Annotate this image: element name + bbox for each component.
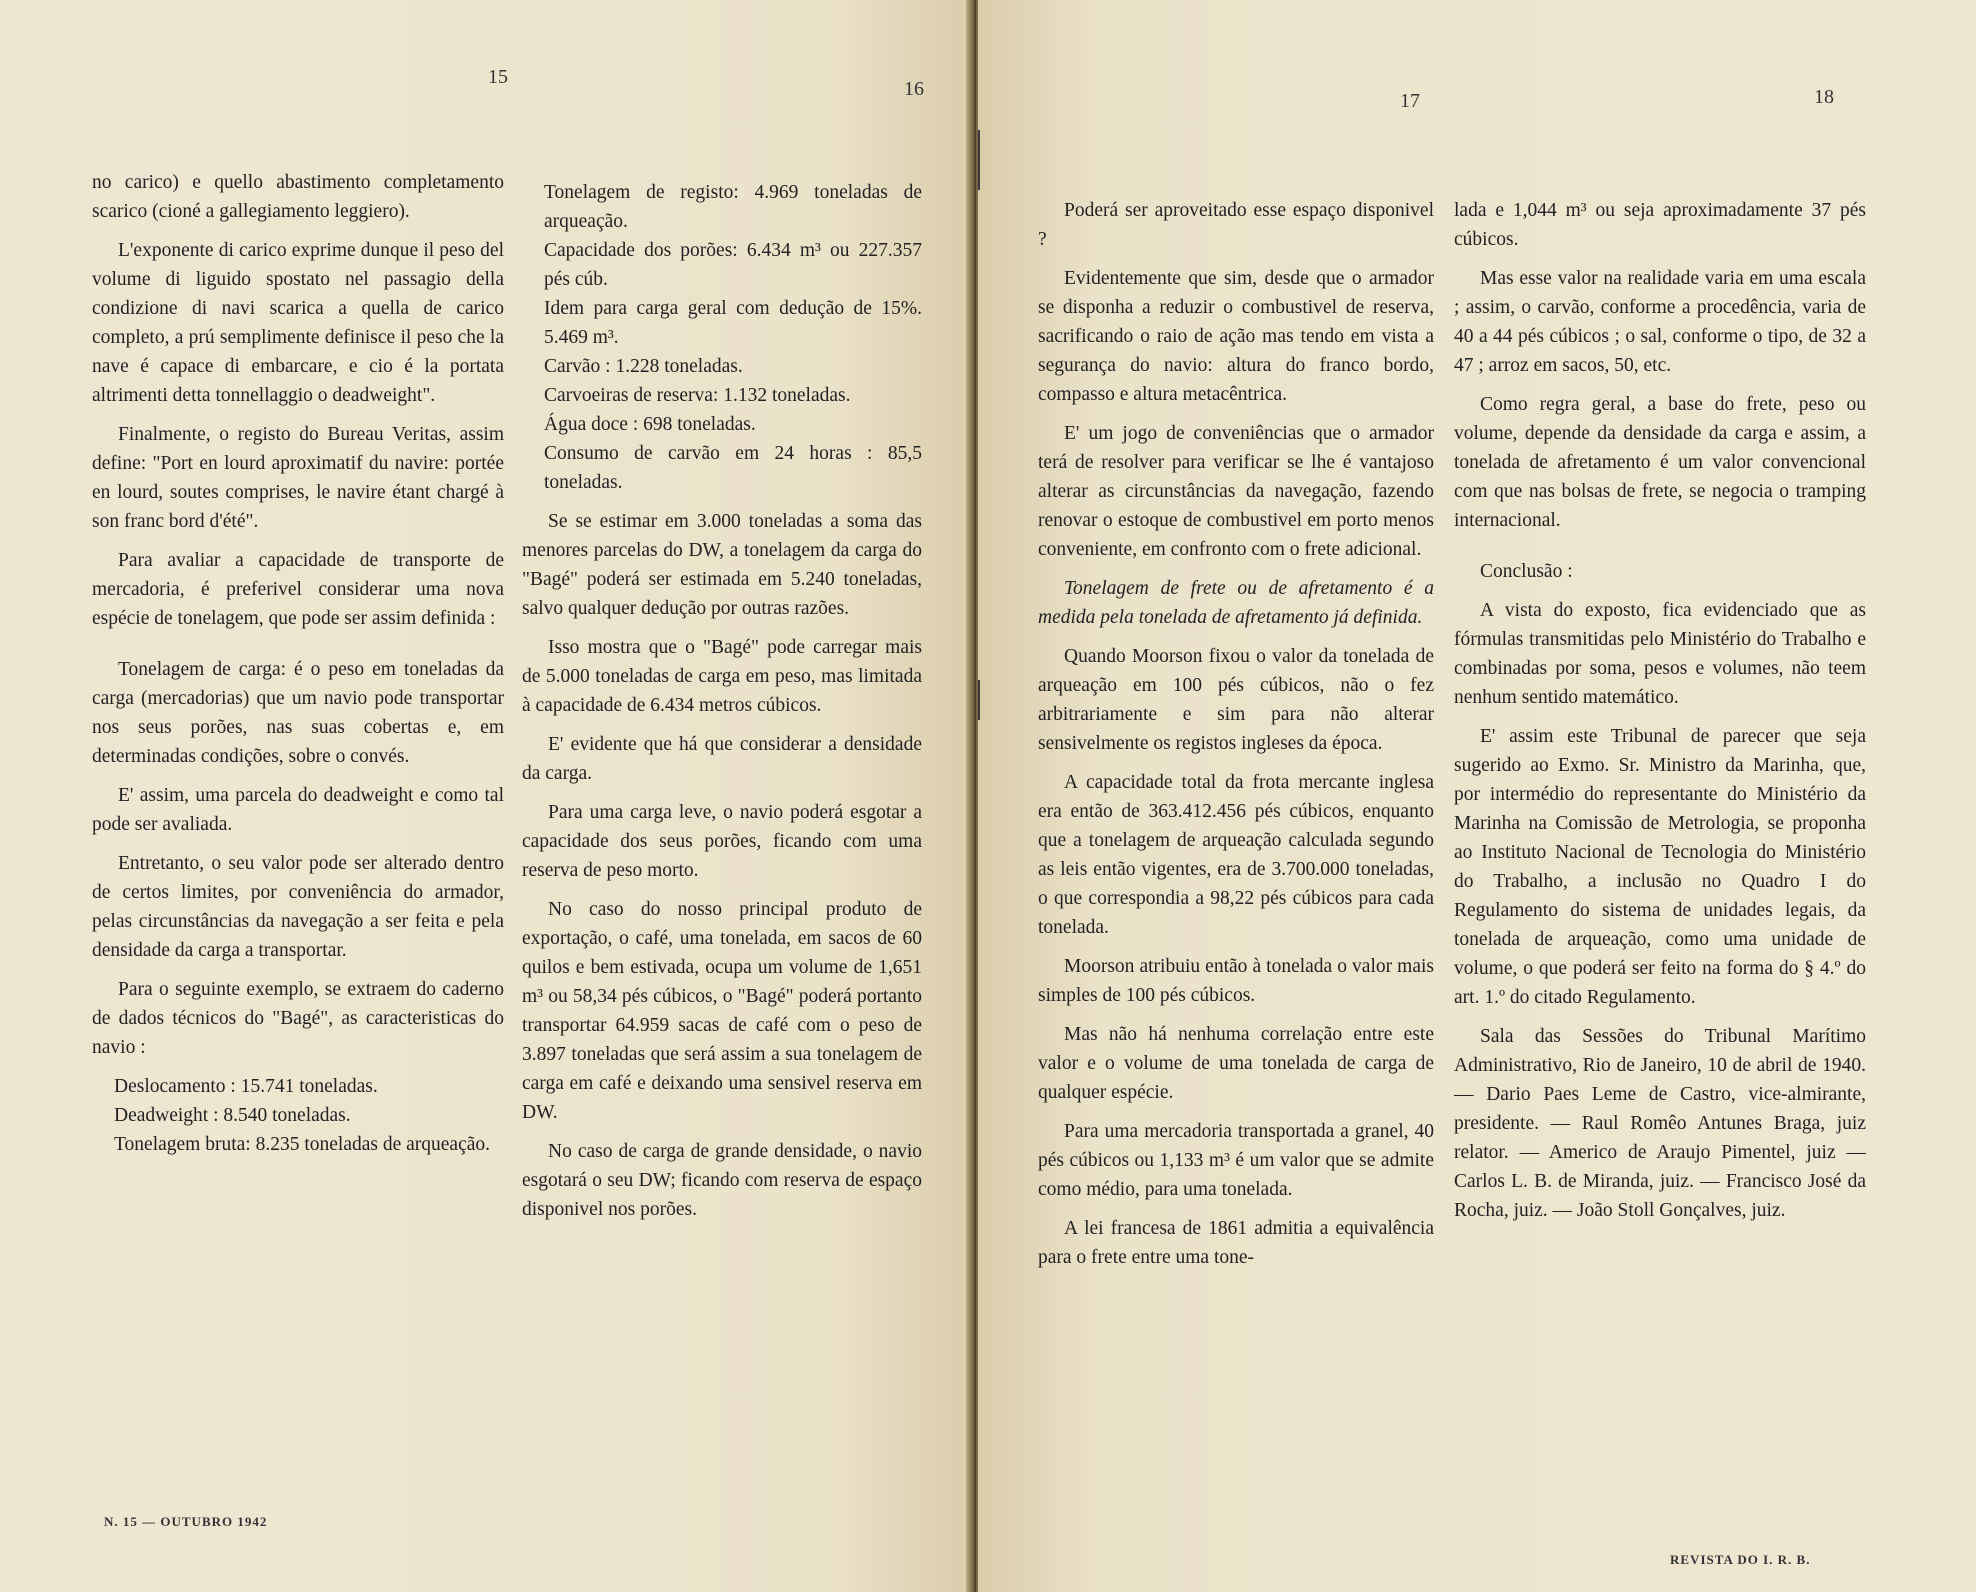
spec-line: Carvoeiras de reserva: 1.132 toneladas. bbox=[544, 385, 851, 406]
paragraph: Se se estimar em 3.000 toneladas a soma das menores parcelas do DW, a tonelagem da carga do "Bagé" poderá ser estimada em 5.240 toneladas, salvo qualquer dedução por outras razões. bbox=[522, 511, 922, 619]
paragraph: Mas esse valor na realidade varia em uma escala ; assim, o carvão, conforme a procedência, varia de 40 a 44 pés cúbicos ; o sal, conforme o tipo, de 32 a 47 ; arroz em sacos, 50, etc. bbox=[1454, 268, 1866, 376]
page-number-17: 17 bbox=[1400, 90, 1420, 112]
paragraph: Mas não há nenhuma correlação entre este valor e o volume de uma tonelada de carga de qualquer espécie. bbox=[1038, 1024, 1434, 1103]
paragraph: Para uma mercadoria transportada a granel, 40 pés cúbicos ou 1,133 m³ é um valor que se admite como médio, para uma tonelada. bbox=[1038, 1121, 1434, 1200]
paragraph: Como regra geral, a base do frete, peso ou volume, depende da densidade da carga e assim, a tonelada de afretamento é um valor convencional com que nas bolsas de frete, se negocia o tramping internacional. bbox=[1454, 394, 1866, 531]
paragraph: A vista do exposto, fica evidenciado que as fórmulas transmitidas pelo Ministério do Trabalho e combinadas por soma, pesos e volumes, não teem nenhum sentido matemático. bbox=[1454, 600, 1866, 708]
spec-line: Carvão : 1.228 toneladas. bbox=[544, 356, 743, 377]
paragraph: E' assim, uma parcela do deadweight e como tal pode ser avaliada. bbox=[92, 785, 504, 835]
spec-line: Consumo de carvão em 24 horas : 85,5 toneladas. bbox=[544, 443, 922, 493]
page-number-18: 18 bbox=[1814, 86, 1834, 108]
spec-line: Água doce : 698 toneladas. bbox=[544, 414, 756, 435]
left-page bbox=[0, 0, 974, 1592]
paragraph: Quando Moorson fixou o valor da tonelada de arqueação em 100 pés cúbicos, não o fez arbitrariamente e sim para não alterar sensivelmente os registos ingleses da época. bbox=[1038, 646, 1434, 754]
spec-line: Tonelagem de registo: 4.969 toneladas de arqueação. bbox=[544, 182, 922, 232]
paragraph: Finalmente, o registo do Bureau Veritas, assim define: "Port en lourd aproximatif du navire: portée en lourd, soutes comprises, le navire étant chargé à son franc bord d'été". bbox=[92, 424, 504, 532]
paragraph: Poderá ser aproveitado esse espaço disponivel ? bbox=[1038, 200, 1434, 250]
paragraph: Tonelagem de frete ou de afretamento é a medida pela tonelada de afretamento já definida. bbox=[1038, 578, 1434, 628]
page-edge-mark bbox=[978, 680, 980, 720]
section-heading: Conclusão : bbox=[1480, 561, 1573, 582]
spec-line: Deslocamento : 15.741 toneladas. bbox=[114, 1076, 378, 1097]
paragraph: Evidentemente que sim, desde que o armador se disponha a reduzir o combustivel de reserva, sacrificando o raio de ação mas tendo em vista a segurança do navio: altura do franco bordo, compasso e altura metacêntrica. bbox=[1038, 268, 1434, 405]
column-page-15 bbox=[92, 168, 504, 1159]
paragraph: Sala das Sessões do Tribunal Marítimo Administrativo, Rio de Janeiro, 10 de abril de 1940. — Dario Paes Leme de Castro, vice-almirante, presidente. — Raul Romêo Antunes Braga, juiz relator. — Americo de Araujo Pimentel, juiz — Carlos L. B. de Miranda, juiz. — Francisco José da Rocha, juiz. — João Stoll Gonçalves, juiz. bbox=[1454, 1026, 1866, 1221]
paragraph: A lei francesa de 1861 admitia a equivalência para o frete entre uma tone- bbox=[1038, 1218, 1434, 1268]
paragraph: E' assim este Tribunal de parecer que seja sugerido ao Exmo. Sr. Ministro da Marinha, que, por intermédio do representante do Ministério da Marinha na Comissão de Metrologia, se proponha ao Instituto Nacional de Tecnologia do Ministério do Trabalho, a inclusão no Quadro I do Regulamento do sistema de unidades legais, da tonelada de arqueação, como uma unidade de volume, o que poderá ser feito na forma do § 4.º do art. 1.º do citado Regulamento. bbox=[1454, 726, 1866, 1008]
paragraph: lada e 1,044 m³ ou seja aproximadamente 37 pés cúbicos. bbox=[1454, 200, 1866, 250]
column-page-18 bbox=[1454, 196, 1866, 1235]
paragraph: L'exponente di carico exprime dunque il peso del volume di liguido spostato nel passagio della condizione di navi scarica a quella de carico completo, a prú semplimente definisce il peso che la nave é capace di embarcare, e cio é la portata altrimenti detta tonnellaggio o deadweight". bbox=[92, 240, 504, 406]
paragraph: No caso do nosso principal produto de exportação, o café, uma tonelada, em sacos de 60 quilos e bem estivada, ocupa um volume de 1,651 m³ ou 58,34 pés cúbicos, o "Bagé" poderá portanto transportar 64.959 sacas de café com o peso de 3.897 toneladas que será assim a sua tonelagem de carga em café e deixando uma sensivel reserva em DW. bbox=[522, 899, 922, 1123]
paragraph: Para avaliar a capacidade de transporte de mercadoria, é preferivel considerar uma nova espécie de tonelagem, que pode ser assim definida : bbox=[92, 550, 504, 629]
right-page bbox=[978, 0, 1976, 1592]
paragraph: Entretanto, o seu valor pode ser alterado dentro de certos limites, por conveniência do armador, pelas circunstâncias da navegação a ser feita e pela densidade da carga a transportar. bbox=[92, 853, 504, 961]
paragraph: E' evidente que há que considerar a densidade da carga. bbox=[522, 734, 922, 784]
page-number-16: 16 bbox=[904, 78, 924, 100]
footer-right: REVISTA DO I. R. B. bbox=[1670, 1552, 1811, 1567]
paragraph: Para o seguinte exemplo, se extraem do caderno de dados técnicos do "Bagé", as caracteristicas do navio : bbox=[92, 979, 504, 1058]
paragraph: No caso de carga de grande densidade, o navio esgotará o seu DW; ficando com reserva de espaço disponivel nos porões. bbox=[522, 1141, 922, 1220]
spec-line: Tonelagem bruta: 8.235 toneladas de arqueação. bbox=[114, 1134, 491, 1155]
column-page-16 bbox=[522, 178, 922, 1234]
paragraph: A capacidade total da frota mercante inglesa era então de 363.412.456 pés cúbicos, enquanto que a tonelagem de arqueação calculada segundo as leis então vigentes, era de 3.700.000 toneladas, o que correspondia a 98,22 pés cúbicos para cada tonelada. bbox=[1038, 772, 1434, 938]
page-edge-mark bbox=[978, 130, 980, 190]
paragraph: Isso mostra que o "Bagé" pode carregar mais de 5.000 toneladas de carga em peso, mas limitada à capacidade de 6.434 metros cúbicos. bbox=[522, 637, 922, 716]
column-page-17 bbox=[1038, 196, 1434, 1282]
paragraph: no carico) e quello abastimento completamento scarico (cioné a gallegiamento leggiero). bbox=[92, 172, 504, 222]
paragraph: Moorson atribuiu então à tonelada o valor mais simples de 100 pés cúbicos. bbox=[1038, 956, 1434, 1006]
spec-line: Capacidade dos porões: 6.434 m³ ou 227.357 pés cúb. bbox=[544, 240, 922, 290]
paragraph: Para uma carga leve, o navio poderá esgotar a capacidade dos seus porões, ficando com uma reserva de peso morto. bbox=[522, 802, 922, 881]
footer-left: N. 15 — OUTUBRO 1942 bbox=[104, 1514, 268, 1529]
spec-line: Deadweight : 8.540 toneladas. bbox=[114, 1105, 351, 1126]
spec-line: Idem para carga geral com dedução de 15%. 5.469 m³. bbox=[544, 298, 922, 348]
paragraph: Tonelagem de carga: é o peso em toneladas da carga (mercadorias) que um navio pode transportar nos seus porões, nas suas cobertas e, em determinadas condições, sobre o convés. bbox=[92, 659, 504, 767]
page-number-15: 15 bbox=[488, 66, 508, 88]
paragraph: E' um jogo de conveniências que o armador terá de resolver para verificar se lhe é vantajoso alterar as circunstâncias da navegação, fazendo renovar o estoque de combustivel em porto menos conveniente, em confronto com o frete adicional. bbox=[1038, 423, 1434, 560]
